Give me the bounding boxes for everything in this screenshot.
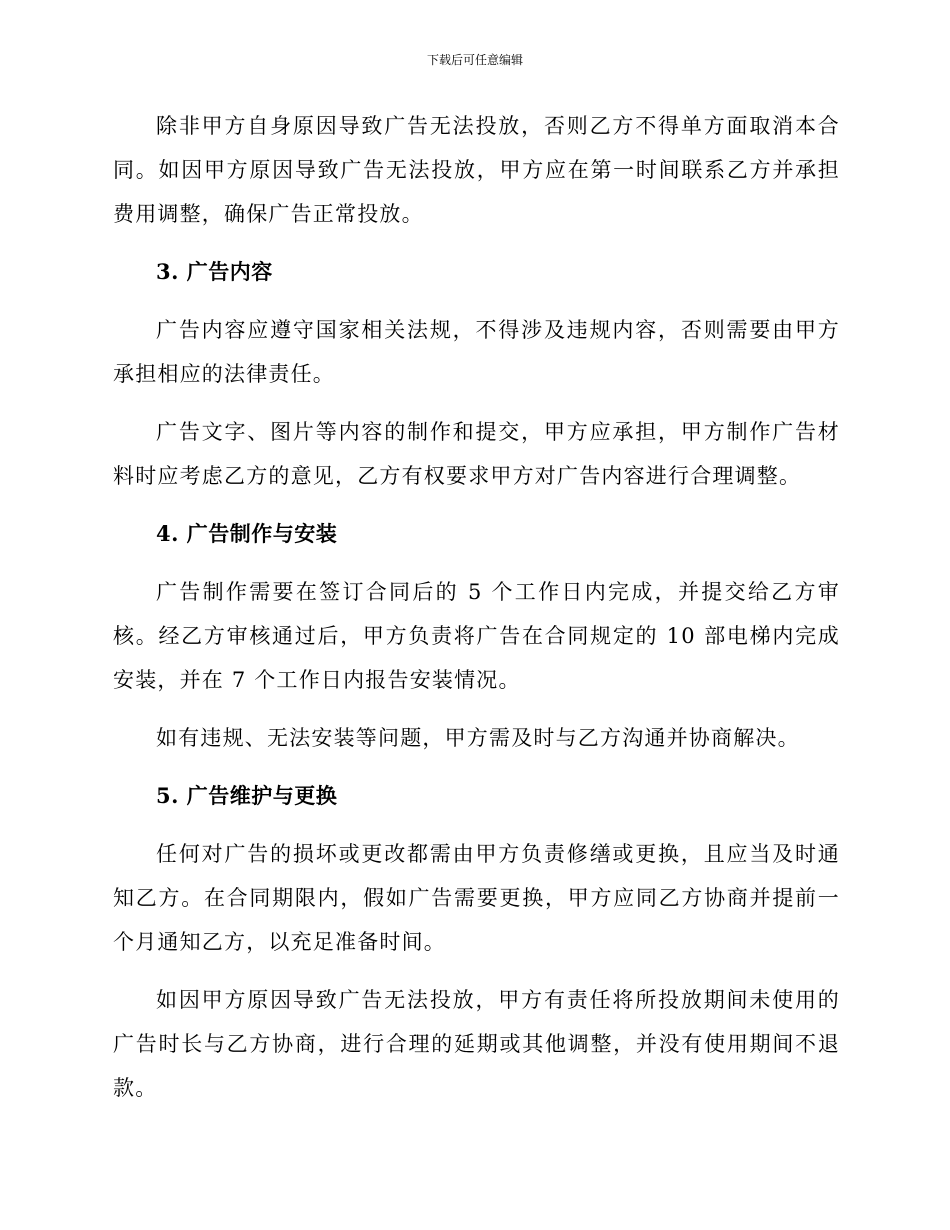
paragraph-ad-content-compliance: 广告内容应遵守国家相关法规，不得涉及违规内容，否则需要由甲方承担相应的法律责任。 (113, 318, 840, 386)
paragraph-ad-content-production: 广告文字、图片等内容的制作和提交，甲方应承担，甲方制作广告材料时应考虑乙方的意见，乙方有权要求甲方对广告内容进行合理调整。 (113, 420, 840, 488)
paragraph-unused-time: 如因甲方原因导致广告无法投放，甲方有责任将所投放期间未使用的广告时长与乙方协商，进行合理的延期或其他调整，并没有使用期间不退款。 (113, 988, 840, 1100)
paragraph-installation-issues: 如有违规、无法安装等问题，甲方需及时与乙方沟通并协商解决。 (156, 726, 800, 750)
paragraph-maintenance: 任何对广告的损坏或更改都需由甲方负责修缮或更换，且应当及时通知乙方。在合同期限内，假如广告需要更换，甲方应同乙方协商并提前一个月通知乙方，以充足准备时间。 (113, 842, 840, 954)
paragraph-production-timeline: 广告制作需要在签订合同后的 5 个工作日内完成，并提交给乙方审核。经乙方审核通过后，甲方负责将广告在合同规定的 10 部电梯内完成安装，并在 7 个工作日内报告安装情况。 (113, 580, 840, 692)
section-heading-maintenance-replacement: 5. 广告维护与更换 (156, 783, 338, 808)
page-header: 下载后可任意编辑 (426, 53, 523, 67)
section-heading-production-installation: 4. 广告制作与安装 (156, 521, 338, 546)
paragraph-cancellation: 除非甲方自身原因导致广告无法投放，否则乙方不得单方面取消本合同。如因甲方原因导致广告无法投放，甲方应在第一时间联系乙方并承担费用调整，确保广告正常投放。 (113, 114, 840, 226)
document-body (113, 104, 840, 1124)
section-heading-ad-content: 3. 广告内容 (156, 259, 273, 284)
